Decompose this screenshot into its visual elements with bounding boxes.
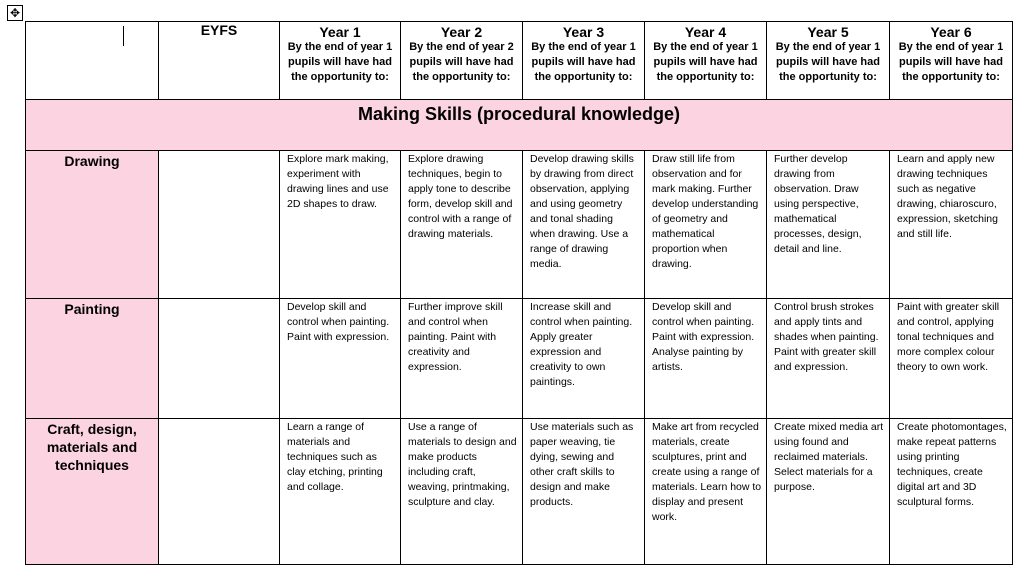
- cell-eyfs: [159, 151, 280, 299]
- year-subtitle: By the end of year 1 pupils will have had the opportunity to:: [775, 41, 881, 83]
- cell-year-3: Use materials such as paper weaving, tie dying, sewing and other craft skills to design and make products.: [523, 419, 645, 565]
- cell-year-6: Create photomontages, make repeat patterns using printing techniques, create digital art and 3D sculptural forms.: [890, 419, 1013, 565]
- cell-year-2: Explore drawing techniques, begin to apply tone to describe form, develop skill and control with a range of drawing materials.: [401, 151, 523, 299]
- cell-year-3: Develop drawing skills by drawing from direct observation, applying and using geometry and tonal shading when drawing. Use a range of drawing media.: [523, 151, 645, 299]
- cell-year-5: Further develop drawing from observation. Draw using perspective, mathematical processes, design, detail and line.: [767, 151, 890, 299]
- year-title: Year 1: [319, 24, 361, 40]
- cell-year-6: Paint with greater skill and control, applying tonal techniques and more complex colour theory to own work.: [890, 299, 1013, 419]
- cell-year-4: Develop skill and control when painting. Paint with expression. Analyse painting by artists.: [645, 299, 767, 419]
- curriculum-table: [25, 21, 1013, 565]
- year-subtitle: By the end of year 1 pupils will have had the opportunity to:: [653, 41, 758, 83]
- cell-eyfs: [159, 299, 280, 419]
- cell-year-4: Draw still life from observation and for mark making. Further develop understanding of geometry and mathematical proportion when drawing.: [645, 151, 767, 299]
- row-label-craft: Craft, design, materials and techniques: [26, 419, 159, 565]
- header-year-5: [767, 22, 890, 100]
- year-title: Year 6: [930, 24, 972, 40]
- header-year-6: [890, 22, 1013, 100]
- header-year-3: [523, 22, 645, 100]
- table-row-painting: [26, 299, 1013, 419]
- text-cursor: [123, 26, 124, 46]
- year-title: Year 5: [807, 24, 849, 40]
- year-title: Year 4: [684, 24, 727, 40]
- row-label-drawing: Drawing: [26, 151, 159, 299]
- year-subtitle: By the end of year 1 pupils will have had the opportunity to:: [287, 41, 393, 83]
- header-eyfs: EYFS: [159, 22, 280, 100]
- header-year-4: [645, 22, 767, 100]
- cell-year-2: Further improve skill and control when painting. Paint with creativity and expression.: [401, 299, 523, 419]
- cell-year-5: Control brush strokes and apply tints and shades when painting. Paint with greater skill and expression.: [767, 299, 890, 419]
- row-label-painting: Painting: [26, 299, 159, 419]
- year-subtitle: By the end of year 1 pupils will have had the opportunity to:: [531, 41, 636, 83]
- header-year-2: [401, 22, 523, 100]
- cell-year-5: Create mixed media art using found and reclaimed materials. Select materials for a purpose.: [767, 419, 890, 565]
- corner-cell[interactable]: [26, 22, 159, 100]
- cell-year-2: Use a range of materials to design and make products including craft, weaving, printmaking, sculpture and clay.: [401, 419, 523, 565]
- cell-year-3: Increase skill and control when painting. Apply greater expression and creativity to own paintings.: [523, 299, 645, 419]
- header-year-1: [280, 22, 401, 100]
- year-title: Year 3: [562, 24, 605, 40]
- cell-year-1: Learn a range of materials and techniques such as clay etching, printing and collage.: [280, 419, 401, 565]
- section-banner: Making Skills (procedural knowledge): [26, 100, 1013, 151]
- cell-year-4: Make art from recycled materials, create sculptures, print and create using a range of materials. Learn how to display and present work.: [645, 419, 767, 565]
- year-subtitle: By the end of year 2 pupils will have had the opportunity to:: [409, 41, 514, 83]
- year-subtitle: By the end of year 1 pupils will have had the opportunity to:: [898, 41, 1004, 83]
- table-move-handle-icon[interactable]: ✥: [7, 5, 23, 21]
- year-title: Year 2: [440, 24, 483, 40]
- table-row-craft: [26, 419, 1013, 565]
- table-row-drawing: [26, 151, 1013, 299]
- cell-year-1: Explore mark making, experiment with drawing lines and use 2D shapes to draw.: [280, 151, 401, 299]
- cell-eyfs: [159, 419, 280, 565]
- cell-year-6: Learn and apply new drawing techniques such as negative drawing, chiaroscuro, expression, sketching and still life.: [890, 151, 1013, 299]
- cell-year-1: Develop skill and control when painting. Paint with expression.: [280, 299, 401, 419]
